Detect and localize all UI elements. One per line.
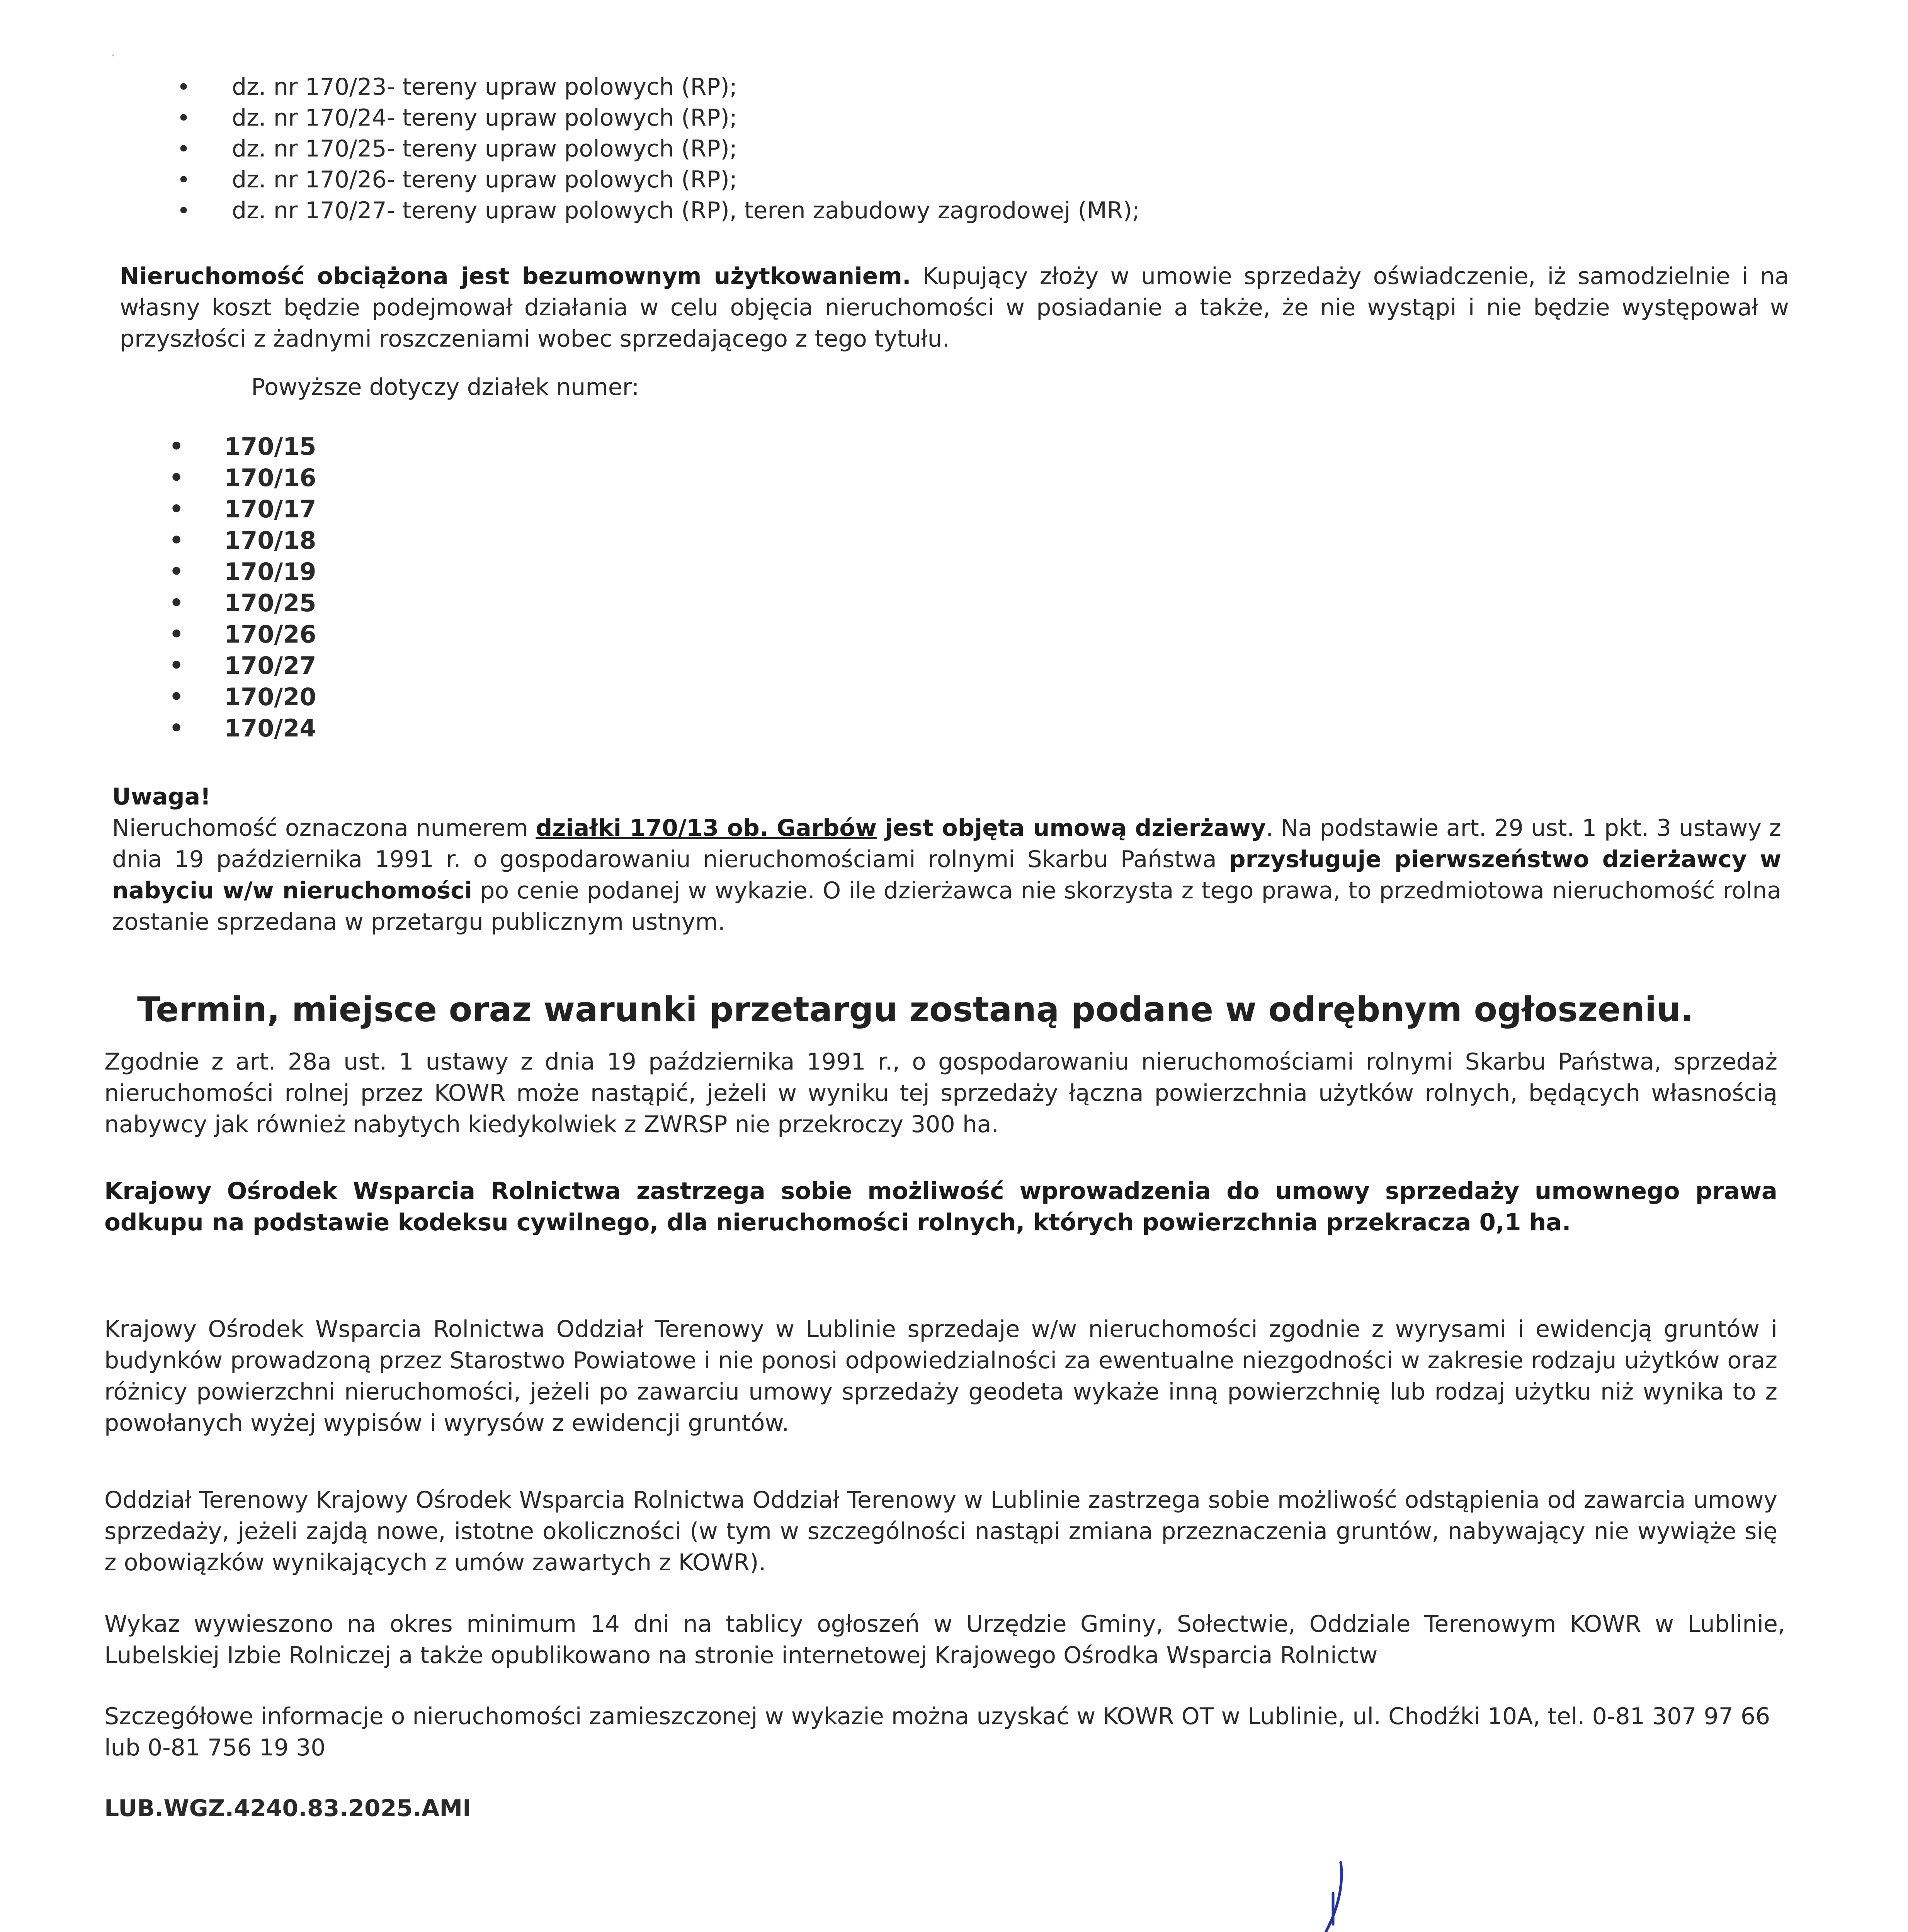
reference-number: LUB.WGZ.4240.83.2025.AMI [104, 1795, 471, 1822]
list-item: • 170/19 [166, 556, 746, 587]
list-item: • 170/25 [166, 587, 746, 619]
list-item: • dz. nr 170/24- tereny upraw polowych (RP); [174, 102, 1797, 133]
list-item: • dz. nr 170/26- tereny upraw polowych (RP); [174, 164, 1797, 195]
art28a-paragraph: Zgodnie z art. 28a ust. 1 ustawy z dnia 19 października 1991 r., o gospodarowaniu nieruchomościami rolnymi Skarbu Państwa, sprzedaż nieruchomości rolnej przez KOWR może nastąpić, jeżeli w wyniku tej sprzedaży łączna powierzchnia użytków rolnych, będących własnością nabywcy jak również nabytych kiedykolwiek z ZWRSP nie przekroczy 300 ha. [104, 1048, 1777, 1138]
notice-title: Uwaga! [112, 783, 211, 810]
encumbrance-text: Kupujący złoży w umowie sprzedaży oświadczenie, iż samodzielnie i na własny koszt będzie podejmował działania w celu objęcia nieruchomości w posiadanie a także, że nie wystąpi i nie będzie występował w przyszłości z żadnymi roszczeniami wobec sprzedającego z tego tytułu. [120, 263, 1789, 352]
encumbrance-paragraph [120, 261, 1789, 355]
notice-paragraph [112, 813, 1781, 938]
list-item: • 170/20 [166, 681, 746, 713]
list-item: • dz. nr 170/27- tereny upraw polowych (RP), teren zabudowy zagrodowej (MR); [174, 195, 1797, 226]
notice-lease: jest objęta umową dzierżawy [876, 815, 1266, 842]
list-item: • 170/16 [166, 462, 746, 493]
plot-number-list [166, 431, 746, 744]
list-item: • dz. nr 170/25- tereny upraw polowych (RP); [174, 133, 1797, 164]
notice-text-2: . Na podstawie art. 29 ust. 1 pkt. 3 ustawy z dnia 19 października 1991 r. o gospodarowaniu nieruchomościami rolnymi Skarbu Państwa [112, 815, 1782, 873]
list-item: • 170/15 [166, 431, 746, 462]
posting-paragraph: Wykaz wywieszono na okres minimum 14 dni na tablicy ogłoszeń w Urzędzie Gminy, Sołectwie, Oddziale Terenowym KOWR w Lublinie, Lubelskiej Izbie Rolniczej a także opublikowano na stronie internetowej Krajowego Ośrodka Wsparcia Rolnictw [104, 1611, 1785, 1669]
list-item: • dz. nr 170/23- tereny upraw polowych (RP); [174, 71, 1797, 102]
list-item: • 170/18 [166, 525, 746, 556]
tender-heading: Termin, miejsce oraz warunki przetargu zostaną podane w odrębnym ogłoszeniu. [137, 990, 1694, 1029]
list-item: • 170/26 [166, 619, 746, 650]
list-item: • 170/24 [166, 713, 746, 744]
list-item: • 170/27 [166, 650, 746, 681]
notice-preemption: przysługuje pierwszeństwo dzierżawcy w nabyciu w/w nieruchomości [112, 846, 1781, 904]
encumbrance-lead: Nieruchomość obciążona jest bezumownym użytkowaniem. [120, 263, 911, 290]
plots-intro: Powyższe dotyczy działek numer: [251, 374, 639, 401]
withdrawal-paragraph: Oddział Terenowy Krajowy Ośrodek Wsparcia Rolnictwa Oddział Terenowy w Lublinie zastrzega sobie możliwość odstąpienia od zawarcia umowy sprzedaży, jeżeli zajdą nowe, istotne okoliczności (w tym w szczególności nastąpi zmiana przeznaczenia gruntów, nabywający nie wywiąże się z obowiązków wynikających z umów zawartych z KOWR). [104, 1486, 1777, 1576]
notice-text-1: Nieruchomość oznaczona numerem [112, 815, 536, 842]
list-item: • 170/17 [166, 493, 746, 525]
repurchase-paragraph: Krajowy Ośrodek Wsparcia Rolnictwa zastrzega sobie możliwość wprowadzenia do umowy sprzedaży umownego prawa odkupu na podstawie kodeksu cywilnego, dla nieruchomości rolnych, których powierzchnia przekracza 0,1 ha. [104, 1177, 1777, 1236]
notice-plot-link: działki 170/13 ob. Garbów [536, 815, 877, 842]
notice-text-3: po cenie podanej w wykazie. O ile dzierżawca nie skorzysta z tego prawa, to przedmiotowa nieruchomość rolna zostanie sprzedana w przetargu publicznym ustnym. [112, 877, 1782, 935]
contact-paragraph: Szczegółowe informacje o nieruchomości zamieszczonej w wykazie można uzyskać w KOWR OT w Lublinie, ul. Chodźki 10A, tel. 0-81 307 97 66 lub 0-81 756 19 30 [104, 1703, 1770, 1761]
records-paragraph: Krajowy Ośrodek Wsparcia Rolnictwa Oddział Terenowy w Lublinie sprzedaje w/w nieruchomości zgodnie z wyrysami i ewidencją gruntów i budynków prowadzoną przez Starostwo Powiatowe i nie ponosi odpowiedzialności za ewentualne niezgodności w zakresie rodzaju użytków oraz różnicy powierzchni nieruchomości, jeżeli po zawarciu umowy sprzedaży geodeta wykaże inną powierzchnię lub rodzaj użytku niż wynika to z powołanych wyżej wypisów i wyrysów z ewidencji gruntów. [104, 1316, 1777, 1437]
scan-speck [112, 54, 114, 56]
parcel-list [174, 71, 1797, 226]
signature-scribble [1005, 1847, 1468, 1932]
